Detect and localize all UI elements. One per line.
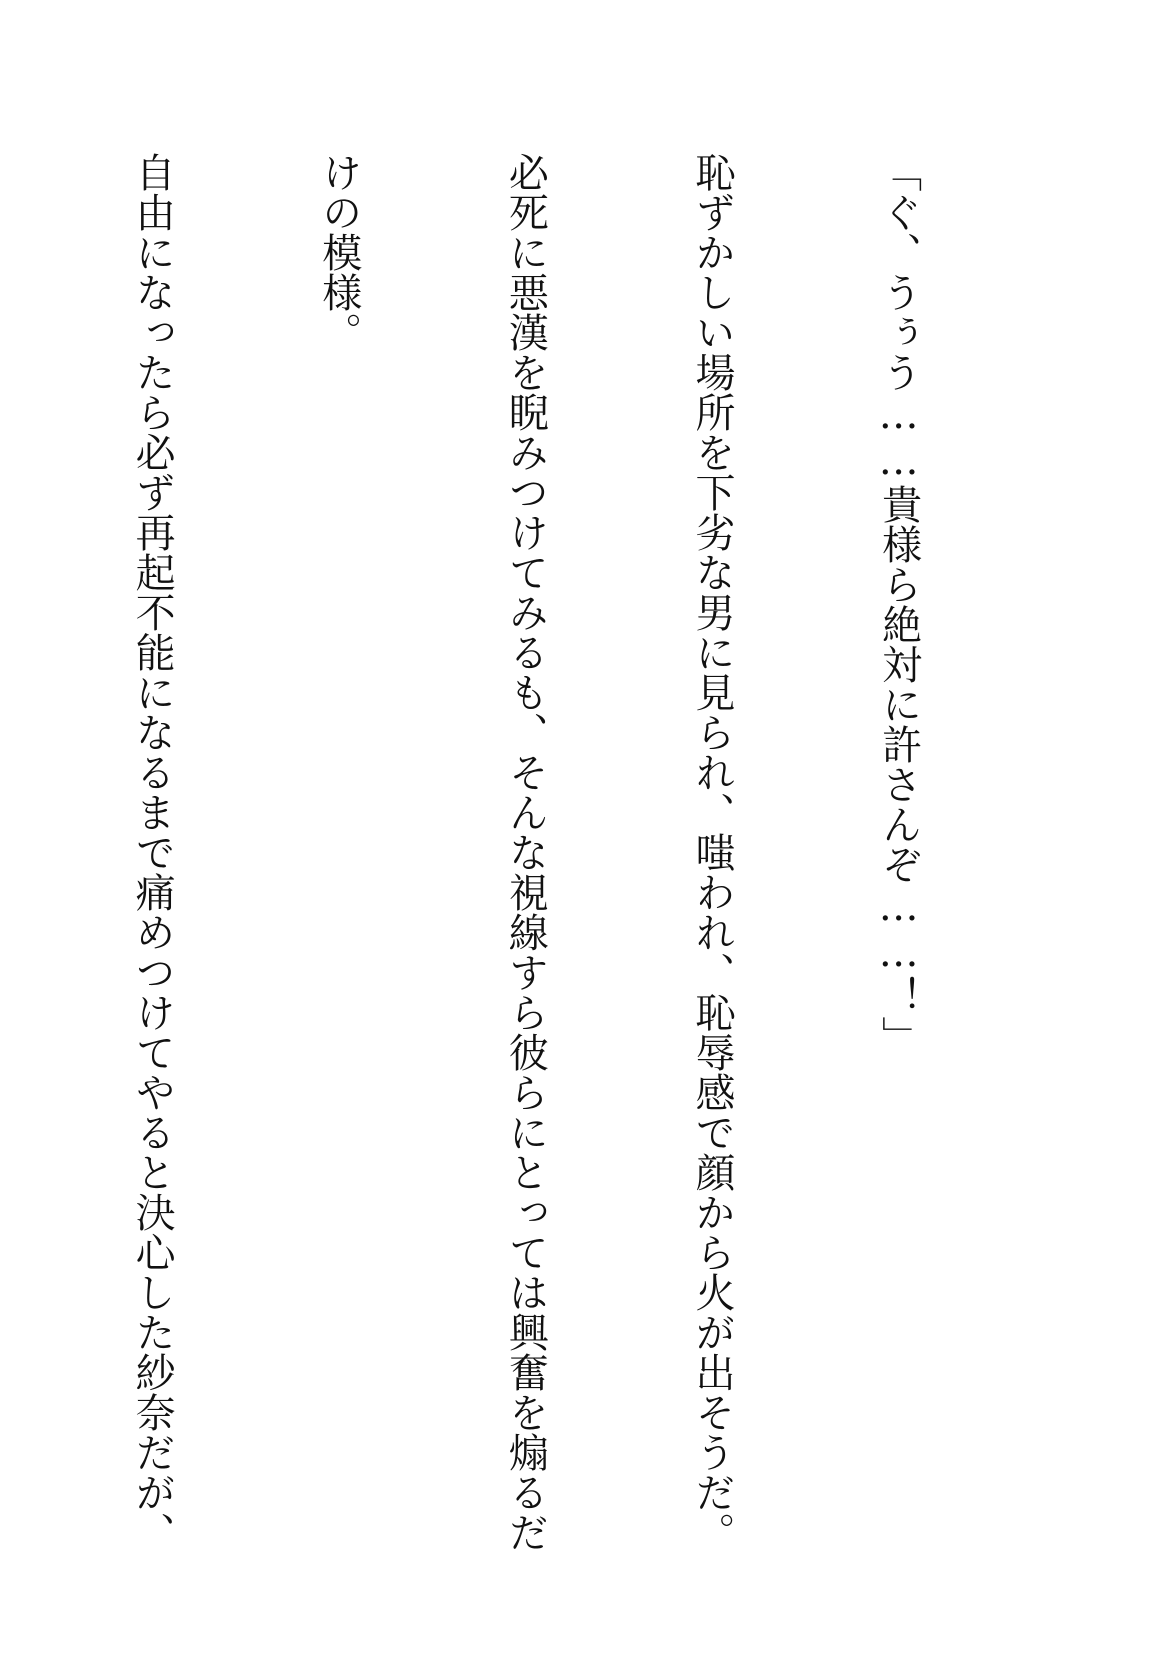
vertical-text-body (0, 152, 1054, 1572)
text-line: 恥ずかしい場所を下劣な男に見られ、嗤われ、恥辱感で顔から火が出そうだ。 (688, 152, 735, 1552)
text-line: 自由になったら必ず再起不能になるまで痛めつけてやると決心した紗奈だが、 (129, 152, 176, 1552)
text-line: 必死に悪漢を睨みつけてみるも、そんな視線すら彼らにとっては興奮を煽るだ (502, 152, 549, 1552)
text-line: 「ぐ、うぅう……貴様ら絶対に許さんぞ……！」 (875, 152, 922, 1056)
text-line: けの模様。 (315, 152, 362, 352)
